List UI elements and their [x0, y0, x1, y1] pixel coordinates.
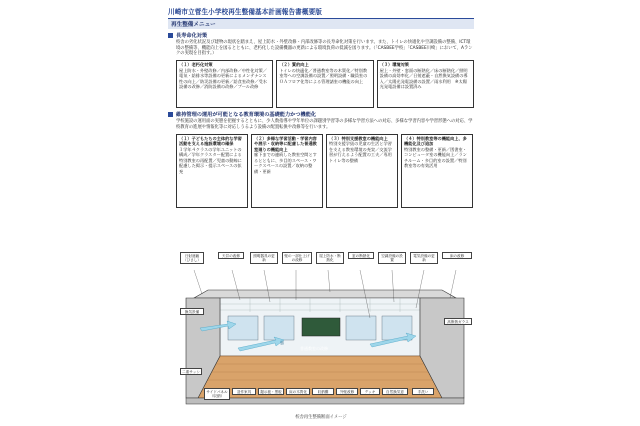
callout-label: 造作家具 [232, 388, 256, 395]
measure-box-text: 廊下までの連続した教室空間とするとともに、多目的スペース・ワークスペースの設置／収納の整備・更新 [254, 152, 317, 175]
menu-heading: 再生整備メニュー [168, 18, 474, 29]
callout-label: 収納棚 [312, 388, 334, 395]
callout-label: 換気設備 [180, 308, 204, 315]
measure-box-text: 特別教室の整備・更新／図書室・コンピュータ室の機能向上／ランチルーム・多目的室の設置／特別教室等の有効活用 [404, 146, 467, 169]
measure-box [401, 134, 473, 208]
measure-box [276, 60, 373, 108]
callout-label: 自然換気窓 [382, 388, 408, 395]
section-heading-2 [168, 111, 474, 118]
measure-box-text: 屋上・外壁・窓面の断熱化／床の断熱化／照明設備の高効率化／日射遮蔽・自然換気設備の導入／太陽光発電設備の設置／雨水利用 ※太陽光発電設備は設置済み [379, 67, 468, 90]
callout-label: 窓の断熱化 [348, 252, 374, 259]
section-boxes-1 [176, 60, 474, 108]
section-boxes-2 [176, 134, 474, 208]
section-heading-text: 維持管理の運用が可能となる教育環境の基礎能力かつ機能化 [176, 112, 317, 119]
measure-box [176, 134, 248, 208]
callout-label: 日射遮蔽（ひさし） [180, 252, 204, 264]
measure-box [326, 134, 398, 208]
callout-label: 屋上防水・断熱化 [316, 252, 344, 264]
callout-label: 高断熱ガラス [444, 318, 472, 325]
measure-box-title: （１）老朽化対策 [179, 62, 213, 68]
callout-label: 空調設備の設置 [378, 252, 406, 264]
section-marker-icon [168, 112, 173, 117]
measure-box-title: （２）多様な学習活動・学習内容や展示・収納等に配慮した普通教室廻りの機能向上 [254, 135, 317, 152]
callout-label: 手洗い [412, 388, 434, 395]
callout-label: サイドパネル（収納） [204, 388, 230, 400]
building-section-diagram [180, 248, 472, 408]
callout-label: デッキ [360, 388, 380, 395]
section-marker-icon [168, 33, 173, 38]
measure-box-title: （１）子どもたちの主体的な学習活動を支える施設環境の確保 [179, 135, 242, 147]
measure-box-title: （４）特別教室等の機能向上、多機能化及び追加 [404, 135, 467, 147]
callout-label: 掲示板・黒板 [258, 388, 284, 395]
callout-label: 電気設備の更新 [410, 252, 438, 264]
measure-box-text: 特別支援学級の児童の生活と学習を支える教室環境の充実／交流学習が行えるよう配置の工夫／専用トイレ等の整備 [329, 141, 392, 163]
measure-box-title: （３）環境対策 [379, 62, 409, 68]
document-page [168, 6, 474, 420]
classroom-center-label: 普通教室の改修 [300, 346, 328, 351]
measure-box [176, 60, 273, 108]
callout-label: 壁の一部仕上げの改修 [282, 252, 312, 264]
blackboard [302, 318, 340, 336]
callout-label: 二重サッシ [180, 368, 202, 375]
callout-label: 床の改修 [442, 252, 472, 259]
callout-label: 照明器具の更新 [250, 252, 278, 264]
measure-box [377, 60, 474, 108]
diagram-caption: 校舎再生整備断面イメージ [295, 415, 347, 420]
callout-label: 外壁改修 [336, 388, 358, 395]
document-title: 川崎市立菅生小学校再生整備基本計画報告書概要版 [168, 8, 322, 16]
section-paragraph-2: 学校施設の運用面の実態を把握するとともに、少人数指導や学年単位の課題別学習等の多様な学習方法への対応、多様な学習内容や学習形態への対応、学校教育の進展や情報化等に対応しうるよう設備の配置転換や改修等を行います。 [176, 119, 473, 130]
measure-box-title: （２）質的向上 [279, 62, 309, 68]
measure-box-text: １学年４クラスの学年ユニットの構成／学年クラスター配置による特別教室の再配置／児童の動線に配慮した掲示・提示スペースの拡充 [179, 146, 242, 175]
building-section-illustration [180, 248, 472, 408]
measure-box-title: （３）特別支援教室の機能向上 [329, 135, 388, 141]
roof-slab [194, 290, 456, 298]
measure-box-text: 屋上防水・外壁改修／内部改修／中性化対策／電気・給排水等設備の更新によるメンテナンス性の向上／防災設備の更新／給食室改修／受水設備の改修／消防設備の改修／プール改修 [179, 67, 267, 90]
callout-label: 天井の改修 [218, 252, 244, 259]
section-paragraph-1: 校舎の劣化状況及び建物の現状を踏まえ、屋上防水・外壁改修・内部改修等の長寿命化対策を行います。また、トイレの快適化や空調設備の整備、ICT環境の整備等、機能向上を図るとともに、老朽化した設備機器の更新による環境負荷の低減を図ります。（「CASBEE学校」「CASBEE川崎」において、Aランクの実現を目指す。） [176, 40, 473, 57]
section-heading-1 [168, 32, 474, 39]
callout-label: 床の木質化 [286, 388, 310, 395]
section-heading-text: 長寿命化対策 [176, 33, 208, 39]
measure-box-text: トイレの快適化／普通教室等の木質化／特別教室等への空調設備の設置／照明設備・職員室のＯＡフロア化等による管理諸室の機能の向上 [279, 67, 368, 84]
wind-label: 風 [280, 340, 284, 345]
measure-box [251, 134, 323, 208]
